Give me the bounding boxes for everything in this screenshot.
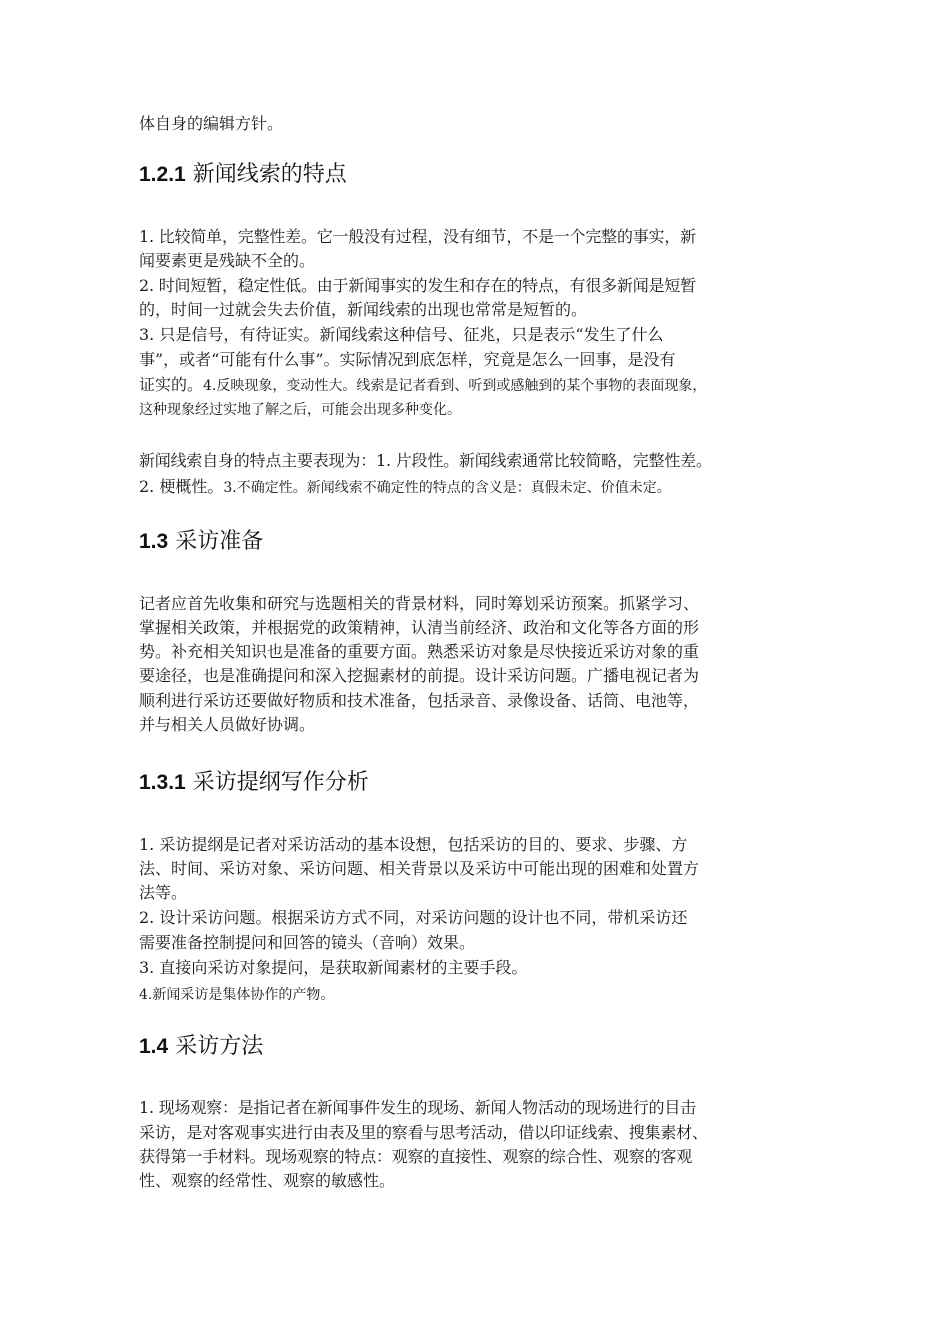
paragraph-line: 记者应首先收集和研究与选题相关的背景材料，同时筹划采访预案。抓紧学习、 (139, 594, 700, 613)
list-item-line: 事”，或者“可能有什么事”。实际情况到底怎样，究竟是怎么一回事，是没有 (139, 350, 676, 369)
list-item-line: 闻要素更是残缺不全的。 (139, 251, 316, 270)
paragraph-text: 3.不确定性。新闻线索不确定性的特点的含义是：真假未定、价值未定。 (223, 480, 671, 496)
list-item-line: 4.新闻采访是集体协作的产物。 (139, 987, 335, 1003)
heading-1-3-1 (139, 768, 369, 798)
heading-1-3 (139, 527, 263, 557)
heading-number: 1.4 (139, 1035, 169, 1058)
paragraph-line: 新闻线索自身的特点主要表现为：1. 片段性。新闻线索通常比较简略，完整性差。 (139, 451, 712, 470)
paragraph-line: 势。补充相关知识也是准备的重要方面。熟悉采访对象是尽快接近采访对象的重 (139, 642, 700, 661)
list-item-line: 需要准备控制提问和回答的镜头（音响）效果。 (139, 933, 476, 952)
list-item-line: 3. 直接向采访对象提问，是获取新闻素材的主要手段。 (139, 958, 528, 977)
paragraph-line (139, 476, 671, 499)
list-item-line: 获得第一手材料。现场观察的特点：观察的直接性、观察的综合性、观察的客观 (139, 1147, 693, 1166)
heading-text: 采访提纲写作分析 (192, 770, 369, 795)
paragraph-text: 2. 梗概性。 (139, 477, 224, 496)
heading-text: 新闻线索的特点 (192, 162, 347, 187)
list-item-line: 1. 采访提纲是记者对采访活动的基本设想，包括采访的目的、要求、步骤、方 (139, 835, 688, 854)
heading-number: 1.3.1 (139, 771, 186, 794)
paragraph-line: 要途径，也是准确提问和深入挖掘素材的前提。设计采访问题。广播电视记者为 (139, 666, 700, 685)
heading-number: 1.3 (139, 530, 169, 553)
heading-text: 采访方法 (175, 1034, 264, 1059)
list-item-line (139, 374, 706, 397)
heading-text: 采访准备 (175, 529, 264, 554)
list-item-text: 4.反映现象，变动性大。线索是记者看到、听到或感触到的某个事物的表面现象， (203, 378, 707, 394)
heading-1-4 (139, 1032, 263, 1062)
list-item-text: 证实的。 (139, 375, 204, 394)
list-item-line: 3. 只是信号，有待证实。新闻线索这种信号、征兆，只是表示“发生了什么 (139, 325, 664, 344)
heading-number: 1.2.1 (139, 163, 186, 186)
list-item-line: 这种现象经过实地了解之后，可能会出现多种变化。 (139, 402, 461, 418)
list-item-line: 2. 设计采访问题。根据采访方式不同，对采访问题的设计也不同，带机采访还 (139, 908, 688, 927)
list-item-line: 采访，是对客观事实进行由表及里的察看与思考活动，借以印证线索、搜集素材、 (139, 1123, 708, 1142)
list-item-line: 法、时间、采访对象、采访问题、相关背景以及采访中可能出现的困难和处置方 (139, 859, 700, 878)
list-item-line: 1. 比较简单，完整性差。它一般没有过程，没有细节，不是一个完整的事实，新 (139, 227, 696, 246)
paragraph-line: 体自身的编辑方针。 (139, 114, 284, 133)
heading-1-2-1 (139, 160, 347, 190)
list-item-line: 1. 现场观察：是指记者在新闻事件发生的现场、新闻人物活动的现场进行的目击 (139, 1098, 696, 1117)
list-item-line: 性、观察的经常性、观察的敏感性。 (139, 1171, 396, 1190)
list-item-line: 法等。 (139, 883, 188, 902)
list-item-line: 的，时间一过就会失去价值，新闻线索的出现也常常是短暂的。 (139, 300, 588, 319)
paragraph-line: 掌握相关政策，并根据党的政策精神，认清当前经济、政治和文化等各方面的形 (139, 618, 700, 637)
paragraph-line: 顺利进行采访还要做好物质和技术准备，包括录音、录像设备、话筒、电池等， (139, 691, 700, 710)
paragraph-line: 并与相关人员做好协调。 (139, 715, 316, 734)
list-item-line: 2. 时间短暂，稳定性低。由于新闻事实的发生和存在的特点，有很多新闻是短暂 (139, 276, 696, 295)
